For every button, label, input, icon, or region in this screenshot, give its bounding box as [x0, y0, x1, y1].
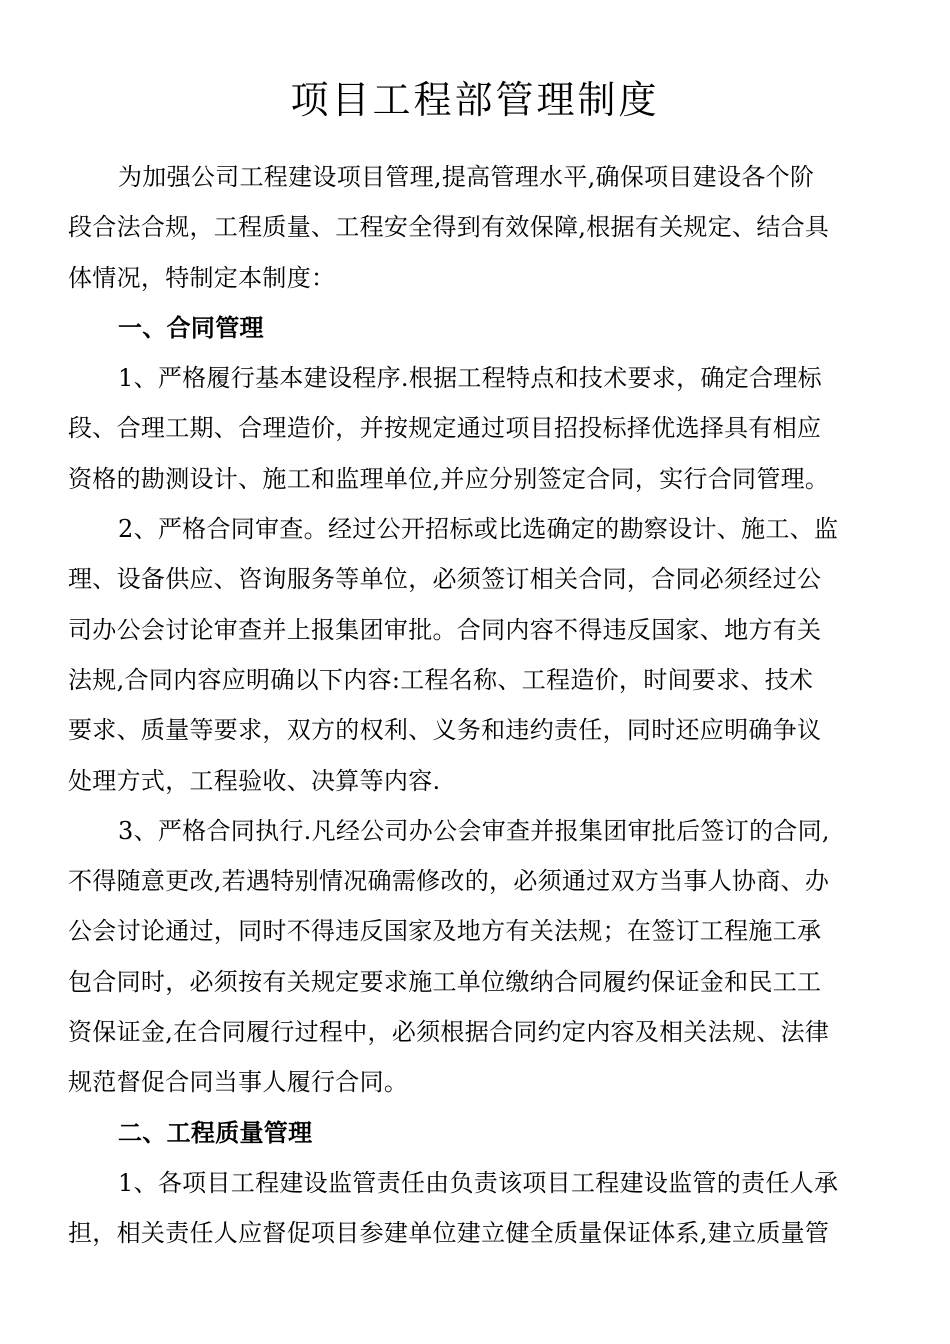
- paragraph-line: 司办公会讨论审查并上报集团审批。合同内容不得违反国家、地方有关: [68, 615, 822, 644]
- paragraph-line: 要求、质量等要求，双方的权利、义务和违约责任，同时还应明确争议: [68, 716, 822, 745]
- intro-line: 段合法合规，工程质量、工程安全得到有效保障,根据有关规定、结合具: [68, 213, 830, 242]
- paragraph-line: 1、严格履行基本建设程序.根据工程特点和技术要求，确定合理标: [118, 364, 822, 393]
- paragraph-line: 包合同时，必须按有关规定要求施工单位缴纳合同履约保证金和民工工: [68, 967, 822, 996]
- section-heading-contract: 一、合同管理: [118, 312, 264, 342]
- quality-item-1: [68, 1158, 888, 1259]
- paragraph-line: 法规,合同内容应明确以下内容:工程名称、工程造价，时间要求、技术: [68, 665, 814, 694]
- contract-item-1: [68, 353, 888, 504]
- document-body: [68, 152, 888, 1259]
- paragraph-line: 规范督促合同当事人履行合同。: [68, 1068, 409, 1097]
- contract-item-2: [68, 504, 888, 806]
- contract-item-3: [68, 806, 888, 1108]
- intro-line: 为加强公司工程建设项目管理,提高管理水平,确保项目建设各个阶: [118, 163, 815, 191]
- paragraph-line: 段、合理工期、合理造价，并按规定通过项目招投标择优选择具有相应: [68, 414, 822, 443]
- intro-paragraph: [68, 152, 888, 303]
- paragraph-line: 不得随意更改,若遇特别情况确需修改的，必须通过双方当事人协商、办: [68, 867, 830, 896]
- paragraph-line: 理、设备供应、咨询服务等单位，必须签订相关合同，合同必须经过公: [68, 565, 822, 594]
- paragraph-line: 2、严格合同审查。经过公开招标或比选确定的勘察设计、施工、监: [118, 515, 839, 544]
- document-title: 项目工程部管理制度: [290, 78, 660, 122]
- paragraph-line: 处理方式，工程验收、决算等内容.: [68, 766, 441, 795]
- section-heading-quality: 二、工程质量管理: [118, 1117, 313, 1147]
- intro-line: 体情况，特制定本制度：: [68, 263, 336, 292]
- paragraph-line: 公会讨论通过，同时不得违反国家及地方有关法规；在签订工程施工承: [68, 917, 822, 946]
- paragraph-line: 3、严格合同执行.凡经公司办公会审查并报集团审批后签订的合同,: [118, 816, 830, 845]
- paragraph-line: 1、各项目工程建设监管责任由负责该项目工程建设监管的责任人承: [118, 1168, 839, 1197]
- paragraph-line: 资保证金,在合同履行过程中，必须根据合同约定内容及相关法规、法律: [68, 1018, 830, 1047]
- paragraph-line: 担，相关责任人应督促项目参建单位建立健全质量保证体系,建立质量管: [68, 1219, 830, 1248]
- paragraph-line: 资格的勘测设计、施工和监理单位,并应分别签定合同，实行合同管理。: [68, 464, 830, 493]
